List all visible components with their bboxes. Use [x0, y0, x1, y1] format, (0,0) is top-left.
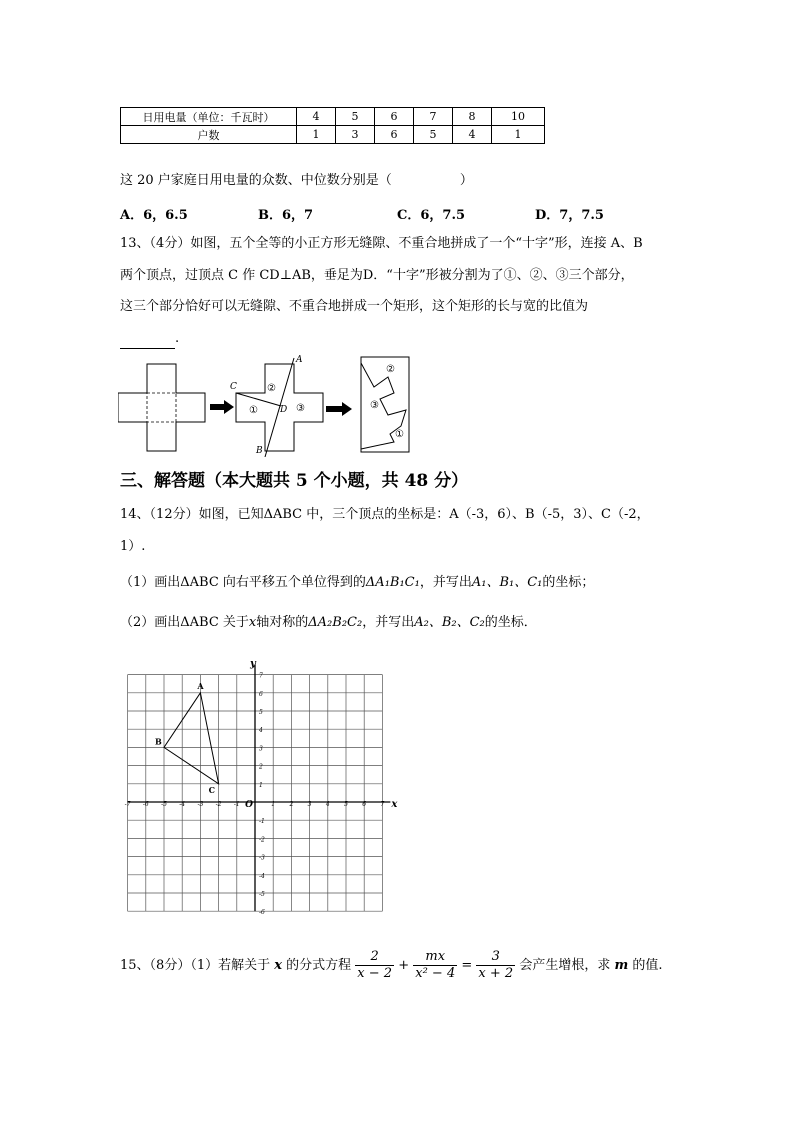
fraction-3-den: x + 2: [478, 966, 514, 981]
q14-part2-triangle: ΔA₂B₂C₂: [308, 615, 363, 630]
cross-figure: [118, 352, 413, 457]
triangle-abc: [164, 693, 219, 784]
point-b-label: B: [155, 736, 162, 747]
q12-option-d: D．7，7.5: [535, 208, 604, 223]
x-tick-label: 6: [362, 801, 367, 808]
table-cell: 7: [414, 108, 453, 126]
cross-shape-2: [230, 355, 323, 457]
y-tick-label: 1: [259, 781, 263, 789]
q15-mid: 的分式方程: [286, 958, 352, 973]
q14-part1-pre: （1）画出ΔABC 向右平移五个单位得到的: [120, 575, 366, 590]
label-b: B: [256, 446, 263, 456]
q15-var: x: [274, 958, 282, 973]
section-title: 三、解答题（本大题共 5 个小题，共 48 分）: [120, 471, 469, 491]
equals-sign: =: [461, 958, 473, 973]
table-cell: 8: [453, 108, 492, 126]
x-tick-label: -7: [124, 801, 131, 808]
fraction-2: [413, 949, 457, 982]
part-1-label: ①: [249, 405, 258, 416]
origin-label: O: [245, 800, 253, 810]
q12-option-a: A．6，6.5: [120, 208, 188, 223]
x-tick-label: -1: [233, 801, 240, 808]
q14-part2-var: x: [248, 615, 257, 630]
q14-part2: [120, 614, 537, 632]
x-tick-label: 7: [380, 801, 385, 808]
y-tick-label: 3: [259, 745, 263, 753]
table-cell: 4: [453, 126, 492, 144]
x-tick-label: -2: [215, 801, 222, 808]
x-tick-label: -6: [142, 801, 149, 808]
q15-end: 的值.: [632, 958, 663, 973]
q14-part1-end: 的坐标；: [542, 575, 595, 590]
q14-part2-end: 的坐标．: [484, 615, 537, 630]
y-tick-label: -1: [259, 818, 265, 826]
q14-part1: [120, 574, 594, 592]
q14-line1: 14、（12分）如图，已知ΔABC 中，三个顶点的坐标是：A（-3，6）、B（-5，3）、C（-2，: [120, 507, 650, 522]
q12-stem-text: 这 20 户家庭日用电量的众数、中位数分别是（: [120, 173, 392, 188]
q12-stem: [120, 172, 473, 190]
x-tick-label: 4: [325, 801, 330, 808]
y-tick-label: -5: [259, 891, 265, 898]
part-1-label: ①: [395, 429, 404, 440]
label-d: D: [280, 405, 288, 415]
fraction-3: [476, 949, 515, 982]
point-c-label: C: [208, 784, 215, 795]
fraction-2-num: mx: [413, 949, 457, 966]
q15-post: 会产生增根，求: [519, 958, 611, 973]
x-tick-label: -4: [179, 801, 186, 808]
plus-sign: +: [398, 958, 410, 973]
x-tick-label: -5: [161, 801, 167, 808]
label-c: C: [230, 382, 237, 392]
q13-line2: 两个顶点，过顶点 C 作 CD⊥AB，垂足为D．“十字”形被分割为了①、②、③三个部分，: [120, 268, 634, 283]
q15-m: m: [614, 958, 629, 973]
x-tick-label: 2: [289, 801, 294, 808]
table-header-cell: 日用电量（单位：千瓦时）: [121, 108, 297, 126]
y-tick-label: -3: [259, 854, 265, 862]
q13-line4: [120, 330, 179, 349]
part-3-label: ③: [296, 403, 305, 414]
y-tick-label: -2: [259, 836, 265, 844]
fraction-1-den: x − 2: [357, 966, 393, 981]
rectangle-shape: [361, 357, 409, 452]
y-tick-label: 2: [259, 763, 263, 771]
q14-part2-mid2: ，并写出: [362, 615, 415, 630]
q14-part2-points: A₂、B₂、C₂: [414, 615, 485, 630]
cross-shape-1: [118, 364, 205, 451]
table-cell: 10: [492, 108, 545, 126]
q14-line2: 1）.: [120, 539, 146, 554]
table-header-cell: 户数: [121, 126, 297, 144]
answer-blank: [120, 330, 175, 349]
q14-part1-points: A₁、B₁、C₁: [471, 575, 543, 590]
y-tick-label: 4: [259, 727, 263, 735]
arrow-right-icon: [210, 400, 234, 414]
arrow-right-icon: [326, 402, 352, 416]
x-axis-label: x: [391, 799, 398, 810]
y-tick-label: 5: [259, 709, 263, 716]
x-tick-label: 5: [344, 801, 348, 808]
table-row: [121, 126, 545, 144]
table-row: [121, 108, 545, 126]
y-tick-label: -4: [259, 872, 265, 880]
table-cell: 6: [375, 108, 414, 126]
part-2-label: ②: [386, 364, 395, 375]
fraction-1: [355, 949, 394, 982]
label-a: A: [296, 355, 303, 365]
q12-option-c: C．6，7.5: [397, 208, 466, 223]
fraction-3-num: 3: [476, 949, 515, 966]
part-3-label: ③: [370, 400, 379, 411]
point-a-label: A: [197, 680, 204, 691]
table-cell: 5: [414, 126, 453, 144]
x-tick-label: 1: [271, 801, 276, 808]
electricity-table: [120, 107, 545, 144]
table-cell: 3: [336, 126, 375, 144]
y-tick-label: 6: [259, 690, 263, 698]
q13-line4-end: .: [175, 331, 180, 346]
q15-line: [120, 948, 663, 984]
table-cell: 1: [297, 126, 336, 144]
x-tick-label: -3: [197, 801, 204, 808]
fraction-2-den: x² − 4: [415, 966, 456, 981]
q14-part1-mid: ，并写出: [419, 575, 472, 590]
q13-line3: 这三个部分恰好可以无缝隙、不重合地拼成一个矩形，这个矩形的长与宽的比值为: [120, 299, 589, 314]
part-2-label: ②: [267, 383, 276, 394]
q12-option-b: B．6，7: [258, 208, 314, 223]
q12-stem-end: ）: [459, 173, 473, 188]
coordinate-grid: [118, 652, 408, 924]
q14-part1-triangle: ΔA₁B₁C₁: [365, 575, 420, 590]
y-tick-label: 7: [259, 672, 263, 680]
q15-pre: 15、（8分）（1）若解关于: [120, 958, 271, 973]
table-cell: 4: [297, 108, 336, 126]
table-cell: 6: [375, 126, 414, 144]
table-cell: 5: [336, 108, 375, 126]
y-axis-label: y: [250, 658, 256, 670]
q14-part2-pre: （2）画出ΔABC 关于: [120, 615, 249, 630]
x-tick-label: 3: [307, 801, 312, 808]
y-tick-label: -6: [259, 909, 265, 917]
q14-part2-mid: 轴对称的: [256, 615, 309, 630]
table-cell: 1: [492, 126, 545, 144]
fraction-1-num: 2: [355, 949, 394, 966]
q13-line1: 13、（4分）如图，五个全等的小正方形无缝隙、不重合地拼成了一个“十字”形，连接 A、B: [120, 236, 643, 251]
